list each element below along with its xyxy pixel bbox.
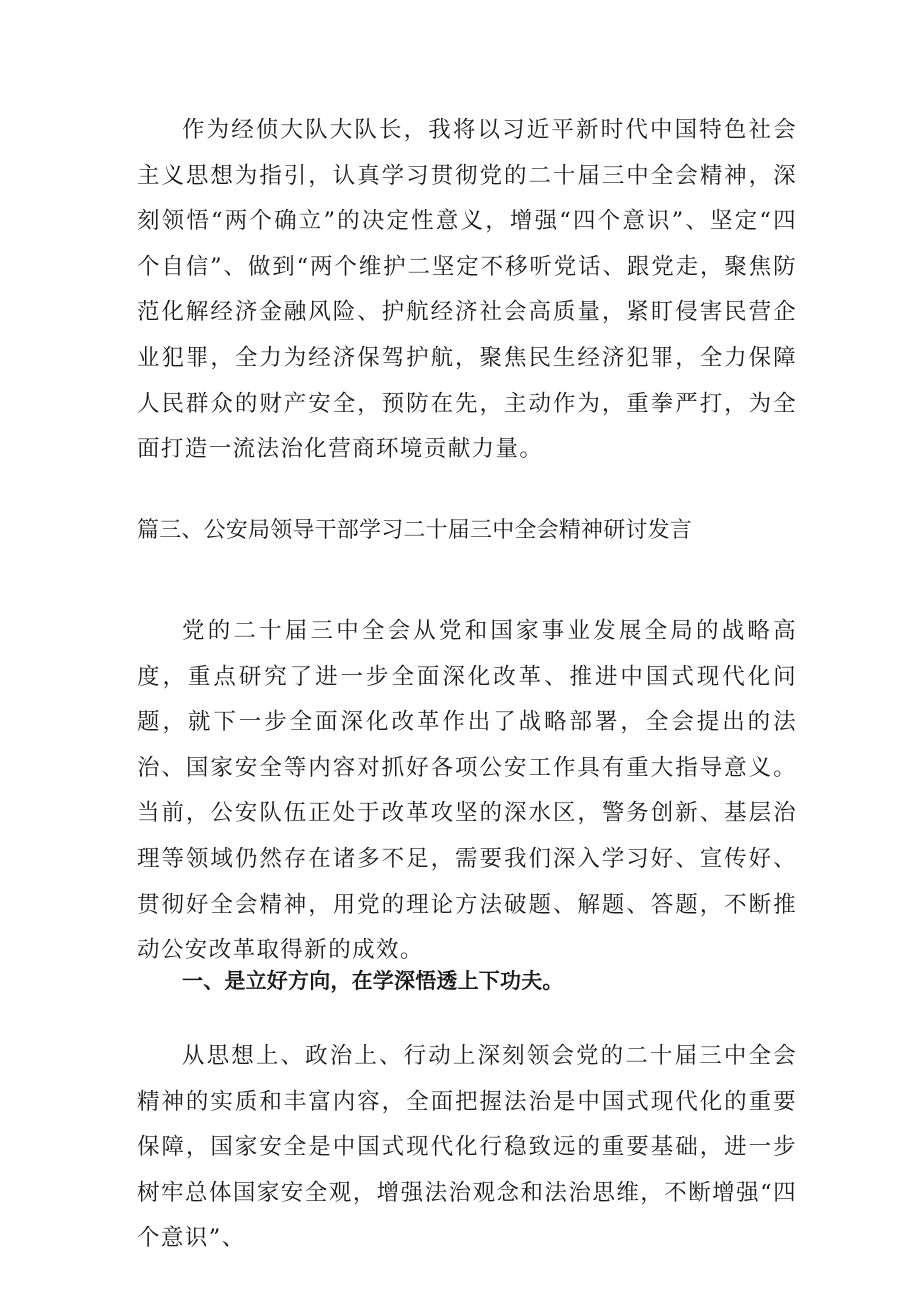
body-paragraph-3: 从思想上、政治上、行动上深刻领会党的二十届三中全会精神的实质和丰富内容，全面把握法治是中国式现代化的重要保障，国家安全是中国式现代化行稳致远的重要基础，进一步树牢总体国家安全观，增强法治观念和法治思维，不断增强“四个意识”、	[137, 1043, 797, 1252]
body-paragraph-1: 作为经侦大队大队长，我将以习近平新时代中国特色社会主义思想为指引，认真学习贯彻党的二十届三中全会精神，深刻领悟“两个确立”的决定性意义，增强“四个意识”、坚定“四个自信”、做到“两个维护二坚定不移听党话、跟党走，聚焦防范化解经济金融风险、护航经济社会高质量，紧盯侵害民营企业犯罪，全力为经济保驾护航，聚焦民生经济犯罪，全力保障人民群众的财产安全，预防在先，主动作为，重拳严打，为全面打造一流法治化营商环境贡献力量。	[137, 117, 797, 463]
section-title: 篇三、公安局领导干部学习二十届三中全会精神研讨发言	[137, 518, 693, 543]
subheading-1: 一、是立好方向，在学深悟透上下功夫。	[182, 969, 564, 993]
body-paragraph-2: 党的二十届三中全会从党和国家事业发展全局的战略高度，重点研究了进一步全面深化改革、推进中国式现代化问题，就下一步全面深化改革作出了战略部署，全会提出的法治、国家安全等内容对抓好各项公安工作具有重大指导意义。当前，公安队伍正处于改革攻坚的深水区，警务创新、基层治理等领域仍然存在诸多不足，需要我们深入学习好、宣传好、贯彻好全会精神，用党的理论方法破题、解题、答题，不断推动公安改革取得新的成效。	[137, 618, 797, 964]
